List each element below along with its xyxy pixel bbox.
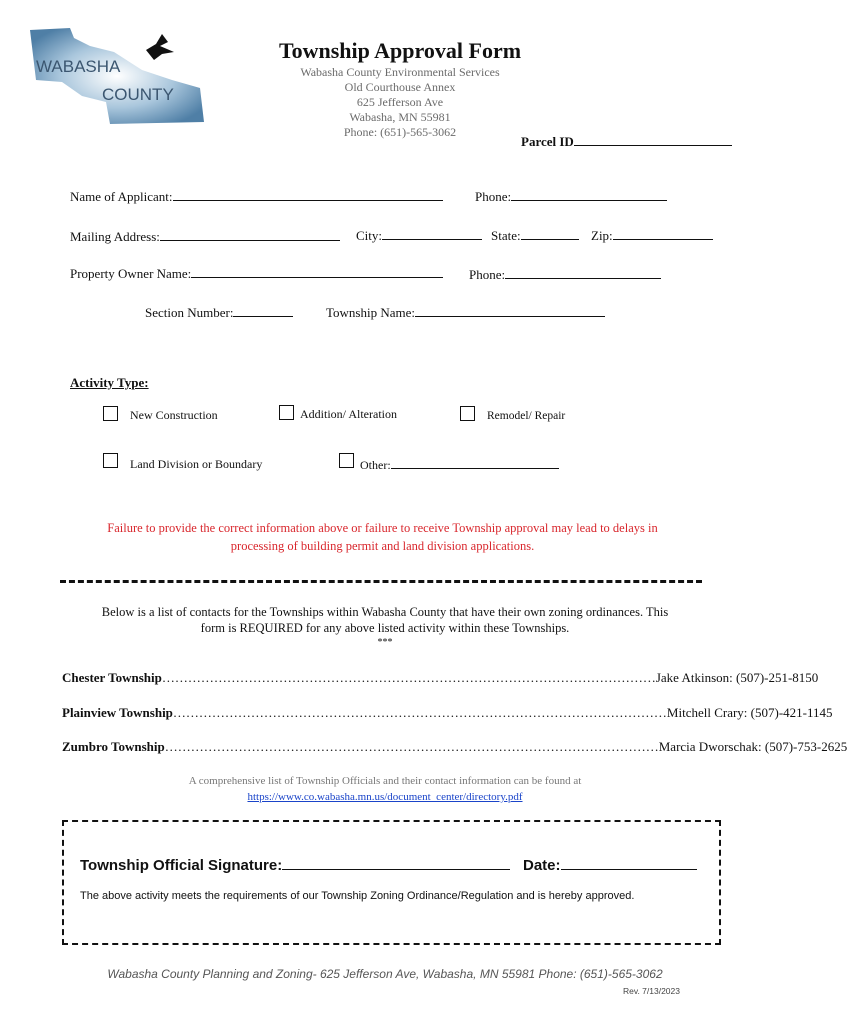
footer-text: Wabasha County Planning and Zoning- 625 Jefferson Ave, Wabasha, MN 55981 Phone: (651)-565-3062	[107, 967, 663, 981]
applicant-name-field	[70, 188, 443, 205]
contact-leader: ……………………………………………………………………………………………………	[161, 670, 656, 685]
zip-label: Zip:	[591, 228, 613, 243]
mailing-address-input[interactable]	[160, 228, 340, 241]
approval-statement: The above activity meets the requirements of our Township Zoning Ordinance/Regulation and is hereby approved.	[80, 890, 635, 902]
other-field	[360, 456, 559, 473]
owner-name-label: Property Owner Name:	[70, 266, 192, 281]
contact-row	[62, 705, 833, 721]
contact-township: Chester Township	[62, 670, 162, 685]
zip-input[interactable]	[613, 227, 713, 240]
parcel-id-label: Parcel ID	[521, 134, 574, 149]
city-input[interactable]	[382, 227, 482, 240]
signature-box	[62, 820, 721, 945]
svg-text:WABASHA: WABASHA	[36, 57, 121, 76]
remodel-repair-checkbox[interactable]	[460, 406, 475, 421]
svg-text:COUNTY: COUNTY	[102, 85, 174, 104]
city-label: City:	[356, 228, 383, 243]
other-label: Other:	[360, 458, 391, 472]
owner-phone-label: Phone:	[469, 267, 506, 282]
applicant-phone-field	[475, 188, 667, 205]
contact-row	[62, 670, 819, 686]
signature-input[interactable]	[282, 855, 510, 870]
addition-alteration-checkbox[interactable]	[279, 405, 294, 420]
applicant-name-input[interactable]	[173, 188, 443, 201]
address-line: 625 Jefferson Ave	[356, 95, 444, 109]
revision-date: Rev. 7/13/2023	[622, 986, 680, 996]
contact-leader: ……………………………………………………………………………………………………	[172, 705, 667, 720]
applicant-name-label: Name of Applicant:	[70, 189, 173, 204]
parcel-id-field	[521, 133, 732, 150]
county-logo	[22, 22, 212, 132]
address-line: Wabasha, MN 55981	[349, 110, 451, 124]
parcel-id-input[interactable]	[574, 133, 732, 146]
info-line: Below is a list of contacts for the Townships within Wabasha County that have their own zoning ordinances. This	[101, 605, 669, 619]
township-name-field	[326, 304, 605, 321]
section-divider	[60, 580, 702, 583]
contact-person: Marcia Dworschak: (507)-753-2625	[658, 739, 847, 754]
signature-field	[80, 855, 510, 874]
activity-type-heading: Activity Type:	[70, 375, 149, 390]
contact-township: Zumbro Township	[62, 739, 165, 754]
addition-alteration-label: Addition/ Alteration	[300, 407, 397, 421]
contact-row	[62, 739, 847, 755]
state-label: State:	[491, 228, 521, 243]
address-line: Phone: (651)-565-3062	[343, 125, 457, 139]
mailing-address-label: Mailing Address:	[70, 229, 160, 244]
applicant-phone-label: Phone:	[475, 189, 512, 204]
new-construction-label: New Construction	[130, 408, 218, 422]
date-label: Date:	[523, 857, 561, 874]
info-asterisks: ***	[377, 637, 393, 648]
applicant-phone-input[interactable]	[511, 188, 667, 201]
signature-label: Township Official Signature:	[80, 857, 283, 874]
other-input[interactable]	[391, 456, 559, 469]
contact-person: Jake Atkinson: (507)-251-8150	[655, 670, 819, 685]
owner-phone-field	[469, 266, 661, 283]
county-map-icon	[22, 22, 212, 132]
state-input[interactable]	[521, 227, 579, 240]
state-field	[491, 227, 579, 244]
section-number-field	[145, 304, 293, 321]
contact-leader: ……………………………………………………………………………………………………	[164, 739, 659, 754]
land-division-checkbox[interactable]	[103, 453, 118, 468]
info-line: form is REQUIRED for any above listed activity within these Townships.	[200, 621, 570, 635]
other-checkbox[interactable]	[339, 453, 354, 468]
land-division-label: Land Division or Boundary	[130, 457, 263, 471]
new-construction-checkbox[interactable]	[103, 406, 118, 421]
owner-phone-input[interactable]	[505, 266, 661, 279]
township-name-label: Township Name:	[326, 305, 415, 320]
date-field	[523, 855, 697, 874]
officials-directory-link[interactable]: https://www.co.wabasha.mn.us/document_center/directory.pdf	[247, 791, 523, 803]
section-number-input[interactable]	[233, 304, 293, 317]
address-line: Old Courthouse Annex	[344, 80, 456, 94]
address-line: Wabasha County Environmental Services	[300, 65, 500, 79]
zip-field	[591, 227, 713, 244]
owner-name-field	[70, 265, 443, 282]
remodel-repair-label: Remodel/ Repair	[487, 410, 566, 422]
owner-name-input[interactable]	[191, 265, 443, 278]
section-number-label: Section Number:	[145, 305, 234, 320]
officials-note: A comprehensive list of Township Officials and their contact information can be found at	[188, 775, 582, 787]
warning-line: Failure to provide the correct information above or failure to receive Township approval may lead to delays in	[107, 521, 658, 535]
warning-line: processing of building permit and land division applications.	[230, 539, 535, 553]
city-field	[356, 227, 482, 244]
date-input[interactable]	[561, 855, 697, 870]
mailing-address-field	[70, 228, 340, 245]
township-name-input[interactable]	[415, 304, 605, 317]
form-title: Township Approval Form	[278, 38, 522, 63]
contact-person: Mitchell Crary: (507)-421-1145	[666, 705, 833, 720]
contact-township: Plainview Township	[62, 705, 173, 720]
